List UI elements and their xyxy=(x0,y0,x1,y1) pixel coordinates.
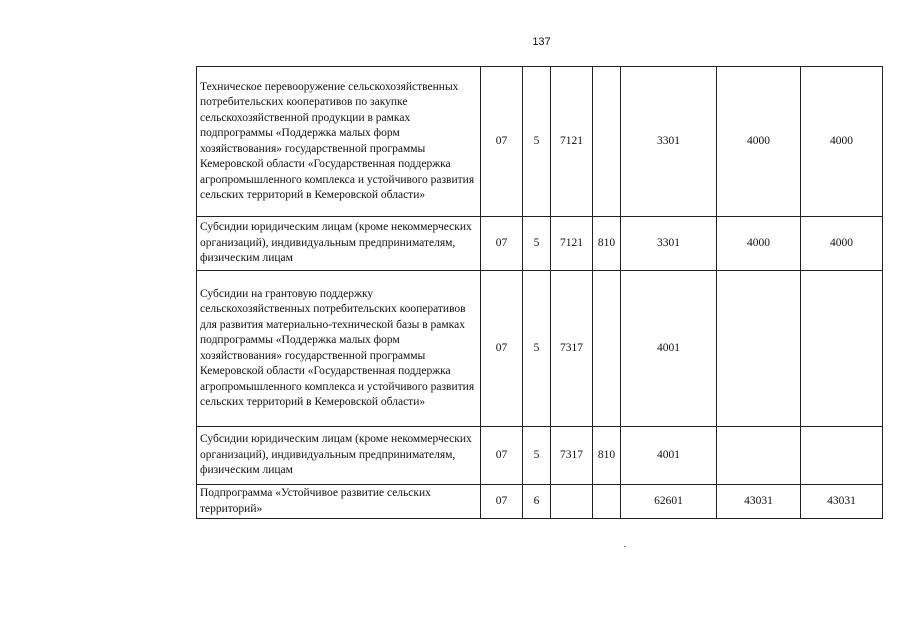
row-name: Подпрограмма «Устойчивое развитие сельских территорий» xyxy=(197,485,481,519)
amount-col-1: 62601 xyxy=(621,485,717,519)
table-row xyxy=(197,67,883,217)
section-code: 07 xyxy=(481,485,523,519)
article-code: 7121 xyxy=(551,67,593,217)
article-code: 7121 xyxy=(551,217,593,271)
expense-type-code xyxy=(593,271,621,427)
amount-col-2: 4000 xyxy=(717,67,801,217)
subsection-code: 5 xyxy=(523,427,551,485)
expense-type-code: 810 xyxy=(593,217,621,271)
expense-type-code: 810 xyxy=(593,427,621,485)
section-code: 07 xyxy=(481,271,523,427)
expense-type-code xyxy=(593,67,621,217)
subsection-code: 5 xyxy=(523,67,551,217)
amount-col-3 xyxy=(801,271,883,427)
table-row xyxy=(197,427,883,485)
amount-col-3: 4000 xyxy=(801,67,883,217)
article-code xyxy=(551,485,593,519)
subsection-code: 5 xyxy=(523,217,551,271)
amount-col-3: 43031 xyxy=(801,485,883,519)
scan-speck xyxy=(624,546,626,547)
amount-col-2: 43031 xyxy=(717,485,801,519)
table-row xyxy=(197,271,883,427)
section-code: 07 xyxy=(481,427,523,485)
subsection-code: 6 xyxy=(523,485,551,519)
page-number: 137 xyxy=(532,36,551,48)
section-code: 07 xyxy=(481,217,523,271)
amount-col-3 xyxy=(801,427,883,485)
amount-col-1: 4001 xyxy=(621,271,717,427)
article-code: 7317 xyxy=(551,427,593,485)
table-row xyxy=(197,217,883,271)
table-row xyxy=(197,485,883,519)
amount-col-1: 3301 xyxy=(621,67,717,217)
article-code: 7317 xyxy=(551,271,593,427)
amount-col-2 xyxy=(717,271,801,427)
amount-col-1: 3301 xyxy=(621,217,717,271)
row-name: Субсидии на грантовую поддержку сельскохозяйственных потребительских кооперативов для развития материально-технической базы в рамках подпрограммы «Поддержка малых форм хозяйствования» государственной программы Кемеровской области «Государственная поддержка агропромышленного комплекса и устойчивого развития сельских территорий в Кемеровской области» xyxy=(197,271,481,427)
amount-col-1: 4001 xyxy=(621,427,717,485)
section-code: 07 xyxy=(481,67,523,217)
row-name: Техническое перевооружение сельскохозяйственных потребительских кооперативов по закупке сельскохозяйственной продукции в рамках подпрограммы «Поддержка малых форм хозяйствования» государственной программы Кемеровской области «Государственная поддержка агропромышленного комплекса и устойчивого развития сельских территорий в Кемеровской области» xyxy=(197,67,481,217)
row-name: Субсидии юридическим лицам (кроме некоммерческих организаций), индивидуальным предпринимателям, физическим лицам xyxy=(197,427,481,485)
amount-col-3: 4000 xyxy=(801,217,883,271)
subsection-code: 5 xyxy=(523,271,551,427)
amount-col-2: 4000 xyxy=(717,217,801,271)
amount-col-2 xyxy=(717,427,801,485)
budget-table xyxy=(196,66,883,519)
row-name: Субсидии юридическим лицам (кроме некоммерческих организаций), индивидуальным предпринимателям, физическим лицам xyxy=(197,217,481,271)
expense-type-code xyxy=(593,485,621,519)
